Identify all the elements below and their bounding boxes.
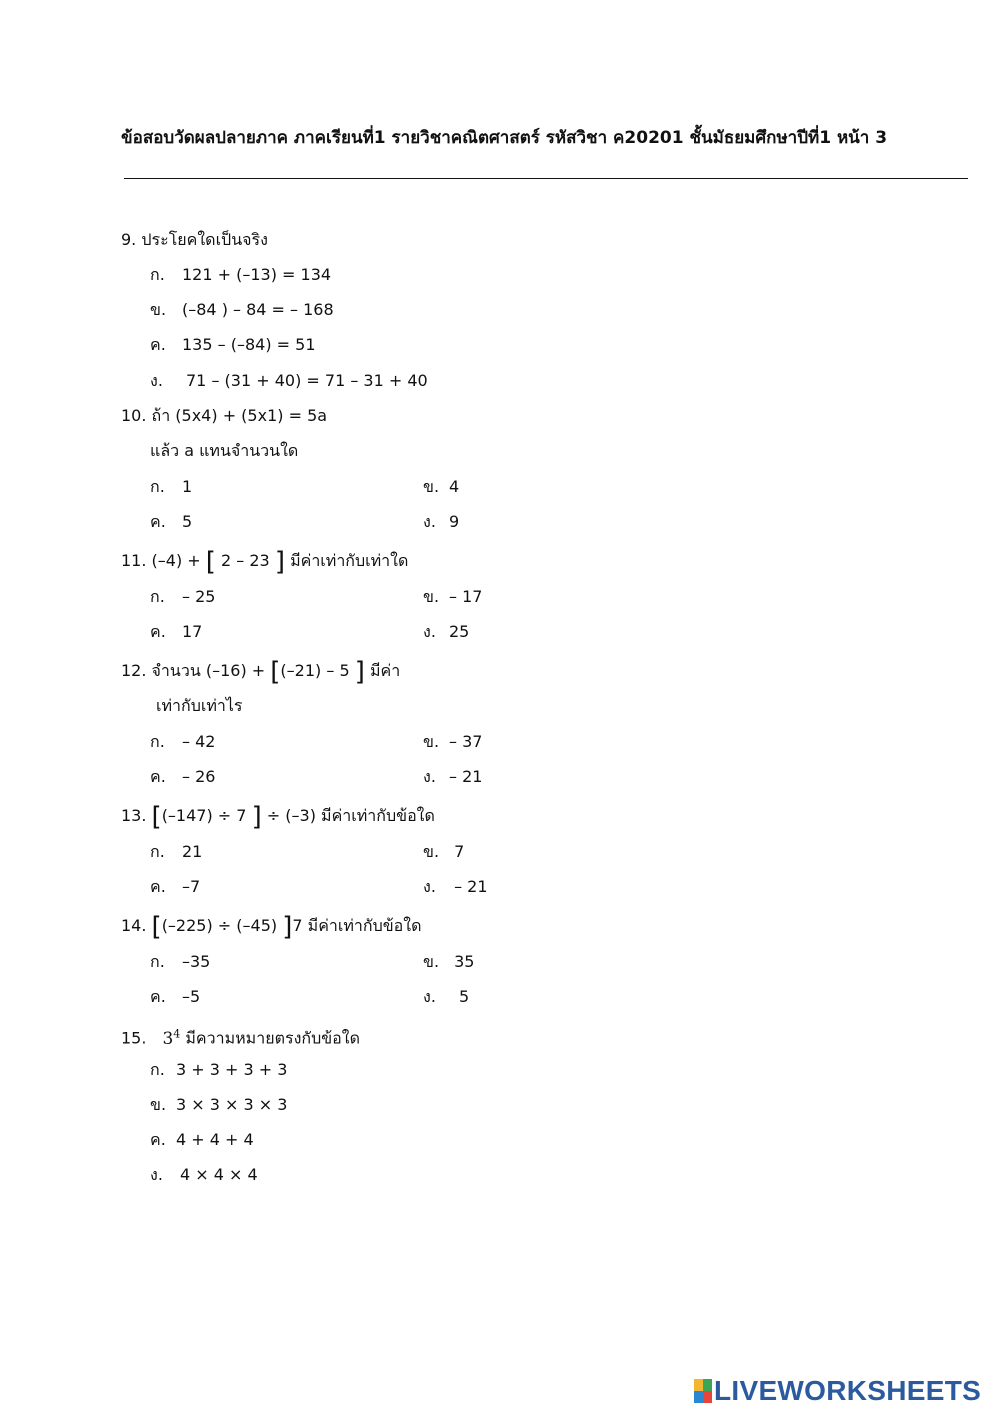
logo-text: LIVEWORKSHEETS (714, 1375, 982, 1406)
logo-square-icon (694, 1391, 703, 1403)
option-text: 9 (449, 512, 460, 531)
question-12-stem (121, 657, 401, 687)
option-label: ก. (150, 477, 165, 496)
option-label: ง. (423, 987, 436, 1006)
option-label: ข. (423, 842, 440, 861)
q10-option-a[interactable] (150, 476, 192, 498)
q14-option-d[interactable] (423, 986, 469, 1008)
option-label: ง. (150, 1165, 163, 1184)
option-text: 4 (449, 477, 460, 496)
question-12-stem-2: เท่ากับเท่าไร (156, 696, 243, 715)
q13-suffix: ÷ (–3) มีค่าเท่ากับข้อใด (261, 806, 435, 825)
option-text: 3 × 3 × 3 × 3 (176, 1095, 288, 1114)
q9-option-d[interactable] (150, 370, 428, 392)
option-label: ข. (423, 952, 440, 971)
bracket-close: ] (282, 912, 293, 942)
bracket-open: [ (151, 912, 162, 942)
q12-option-d[interactable] (423, 766, 482, 788)
q9-option-b[interactable] (150, 299, 334, 321)
q11-inner: 2 – 23 (215, 551, 275, 570)
option-text: – 17 (449, 587, 483, 606)
q12-option-a[interactable] (150, 731, 215, 753)
q12-suffix: มีค่า (364, 661, 401, 680)
q13-option-c[interactable] (150, 876, 200, 898)
option-label: ข. (423, 587, 440, 606)
power-exponent: 4 (173, 1027, 181, 1040)
logo-square-icon (694, 1379, 703, 1391)
header-divider (124, 178, 968, 179)
q11-option-c[interactable] (150, 621, 202, 643)
q12-option-b[interactable] (423, 731, 482, 753)
question-15-stem (121, 1023, 360, 1050)
option-text: –5 (182, 987, 201, 1006)
option-label: ก. (150, 732, 165, 751)
q14-suffix: 7 มีค่าเท่ากับข้อใด (292, 916, 422, 935)
option-label: ง. (150, 371, 163, 390)
option-text: 5 (459, 987, 470, 1006)
bracket-open: [ (270, 657, 281, 687)
q11-suffix: มีค่าเท่ากับเท่าใด (284, 551, 409, 570)
option-label: ก. (150, 587, 165, 606)
option-text: 4 × 4 × 4 (180, 1165, 258, 1184)
q14-inner: (–225) ÷ (–45) (161, 916, 283, 935)
option-text: 25 (449, 622, 470, 641)
option-label: ข. (150, 300, 167, 319)
option-label: ค. (150, 767, 166, 786)
liveworksheets-logo[interactable] (694, 1377, 981, 1405)
option-text: 7 (449, 842, 465, 861)
q11-option-d[interactable] (423, 621, 469, 643)
option-label: ค. (150, 987, 166, 1006)
q12-prefix: 12. จำนวน (–16) + (121, 661, 271, 680)
option-text: – 21 (449, 767, 483, 786)
q15-option-c[interactable] (150, 1129, 254, 1151)
q13-option-d[interactable] (423, 876, 488, 898)
option-label: ค. (150, 512, 166, 531)
option-text: 35 (449, 952, 475, 971)
option-label: ค. (150, 1130, 166, 1149)
option-text: – 25 (182, 587, 216, 606)
q14-prefix: 14. (121, 916, 152, 935)
option-label: ค. (150, 335, 166, 354)
option-label: ข. (423, 732, 440, 751)
q9-option-c[interactable] (150, 334, 316, 356)
q15-option-d[interactable] (150, 1164, 258, 1186)
q10-option-b[interactable] (423, 476, 459, 498)
q14-option-a[interactable] (150, 951, 210, 973)
q12-option-c[interactable] (150, 766, 215, 788)
q13-option-a[interactable] (150, 841, 202, 863)
option-label: ง. (423, 767, 436, 786)
q12-inner: (–21) – 5 (280, 661, 355, 680)
logo-square-icon (703, 1379, 712, 1391)
power-base: 3 (162, 1028, 174, 1049)
bracket-close: ] (251, 802, 262, 832)
option-text: 71 – (31 + 40) = 71 – 31 + 40 (186, 371, 428, 390)
option-label: ค. (150, 877, 166, 896)
option-text: 135 – (–84) = 51 (182, 335, 316, 354)
question-11-stem (121, 547, 409, 577)
option-text: 1 (182, 477, 193, 496)
option-label: ก. (150, 265, 165, 284)
q9-option-a[interactable] (150, 264, 331, 286)
option-label: ง. (423, 877, 436, 896)
option-label: ง. (423, 622, 436, 641)
q15-option-b[interactable] (150, 1094, 287, 1116)
bracket-open: [ (205, 547, 216, 577)
option-label: ก. (150, 1060, 165, 1079)
bracket-close: ] (354, 657, 365, 687)
power-expression (162, 1029, 180, 1049)
option-text: –35 (182, 952, 211, 971)
option-text: 5 (182, 512, 193, 531)
question-10-stem-2: แล้ว a แทนจำนวนใด (150, 441, 299, 460)
option-label: ข. (423, 477, 440, 496)
q15-option-a[interactable] (150, 1059, 287, 1081)
bracket-open: [ (151, 802, 162, 832)
option-text: – 37 (449, 732, 483, 751)
q10-option-d[interactable] (423, 511, 459, 533)
question-10-stem: 10. ถ้า (5x4) + (5x1) = 5a (121, 406, 328, 425)
option-text: (–84 ) – 84 = – 168 (182, 300, 334, 319)
q11-option-a[interactable] (150, 586, 215, 608)
option-label: ก. (150, 952, 165, 971)
logo-square-icon (703, 1391, 712, 1403)
option-text: 4 + 4 + 4 (176, 1130, 254, 1149)
option-text: –7 (182, 877, 201, 896)
logo-mark-icon (694, 1379, 712, 1403)
q13-option-b[interactable] (423, 841, 464, 863)
option-label: ก. (150, 842, 165, 861)
q10-option-c[interactable] (150, 511, 192, 533)
q15-prefix: 15. (121, 1028, 147, 1048)
option-text: 21 (182, 842, 203, 861)
option-text: 121 + (–13) = 134 (182, 265, 332, 284)
option-text: – 42 (182, 732, 216, 751)
q14-option-c[interactable] (150, 986, 200, 1008)
question-13-stem (121, 802, 435, 832)
q11-prefix: 11. (–4) + (121, 551, 206, 570)
option-text: – 26 (182, 767, 216, 786)
option-label: ข. (150, 1095, 167, 1114)
q13-inner: (–147) ÷ 7 (161, 806, 252, 825)
question-14-stem (121, 912, 422, 942)
q11-option-b[interactable] (423, 586, 482, 608)
option-text: – 21 (449, 877, 488, 896)
option-label: ง. (423, 512, 436, 531)
page-title: ข้อสอบวัดผลปลายภาค ภาคเรียนที่1 รายวิชาคณิตศาสตร์ รหัสวิชา ค20201 ชั้นมัธยมศึกษาปีที่1 หน้า 3 (121, 128, 888, 148)
option-label: ค. (150, 622, 166, 641)
option-text: 17 (182, 622, 203, 641)
q13-prefix: 13. (121, 806, 152, 825)
option-text: 3 + 3 + 3 + 3 (176, 1060, 288, 1079)
q15-suffix: มีความหมายตรงกับข้อใด (180, 1028, 360, 1048)
bracket-close: ] (274, 547, 285, 577)
question-9-stem: 9. ประโยคใดเป็นจริง (121, 230, 268, 249)
q14-option-b[interactable] (423, 951, 474, 973)
